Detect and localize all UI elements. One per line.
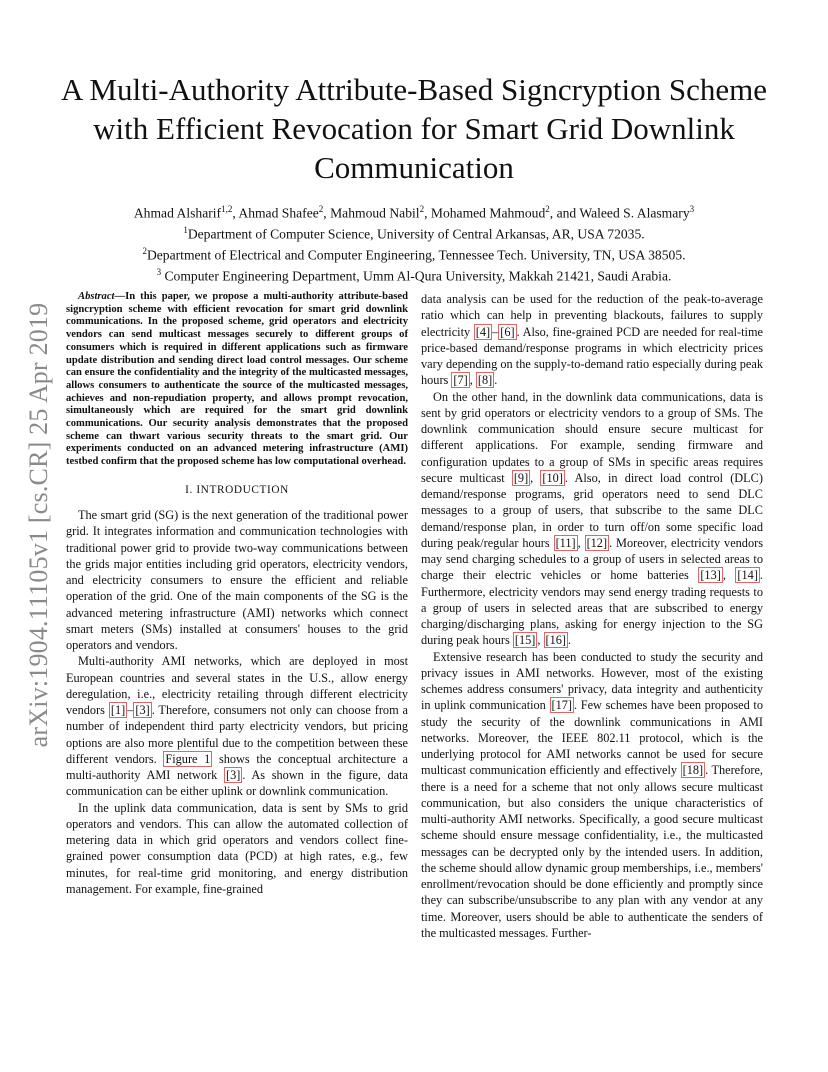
arxiv-stamp-text: arXiv:1904.11105v1 [cs.CR] 25 Apr 2019 bbox=[24, 302, 53, 748]
abstract-text: —In this paper, we propose a multi-authority attribute-based signcryption scheme with efficient revocation for smart grid downlink communications. In the proposed scheme, grid operators and electricity vendors can send multicast messages securely to different groups of consumers which is required in different applications such as firmware update distribution and sending direct load control messages. Our scheme can ensure the confidentiality and the integrity of the multicasted messages, allows consumers to authenticate the source of the multicasted messages, achieves and non-repudiation property, and allows prompt revocation, simultaneously which are required for the smart grid downlink communications. Our security analysis demonstrates that the proposed scheme can thwart various security threats to the smart grid. Our experiments conducted on an advanced metering infrastructure (AMI) testbed confirm that the proposed scheme has low computational overhead. bbox=[66, 291, 408, 468]
arxiv-stamp bbox=[22, 285, 56, 765]
citation-link[interactable]: [15] bbox=[514, 633, 536, 648]
affiliation-1: $^1$Department of Computer Science, University of Central Arkansas, AR, USA 72035. bbox=[183, 225, 645, 242]
abstract bbox=[66, 291, 408, 469]
right-column bbox=[421, 291, 763, 941]
citation-link[interactable]: [14] bbox=[737, 568, 758, 583]
citation-link[interactable]: [13] bbox=[700, 568, 721, 583]
author-block bbox=[60, 201, 768, 285]
citation-link[interactable]: [7] bbox=[453, 373, 468, 388]
abstract-label: Abstract bbox=[78, 291, 115, 302]
right-paragraph-2: On the other hand, in the downlink data communications, data is sent by grid operators or electricity vendors to a group of SMs. The downlink communication should ensure secure multicast for different applications. For example, sending firmware and configuration updates to a group of SMs in specific areas requires secure multicast [9] , [10] . Also, in direct load control (DLC) demand/response programs, grid operators need to send DLC messages to a group of users, that subscribe to the same DLC demand/response plan, in order to turn off/on some specific load during peak/regular hours [11] , [12] . Moreover, electricity vendors may send charging schedules to a group of users in selected areas to charge their electric vehicles or home batteries [13] , [14] . Furthermore, electricity vendors may send energy trading requests to a group of users in selected areas that are subscribed to energy charging/discharging plans, asking for energy injection to the SG during peak hours [15] , [16] . bbox=[421, 389, 763, 648]
citation-link[interactable]: [3] bbox=[225, 768, 241, 783]
left-paragraph-2: Multi-authority AMI networks, which are deployed in most European countries and several states in the U.S., allow energy deregulation, i.e., electricity retailing through different electricity vendors [1] – [3] . Therefore, consumers not only can choose from a number of independent third party electricity vendors, but pricing options are also more plentiful due to the competition between these different vendors. Figure 1 shows the conceptual architecture a multi-authority AMI network [3] . As shown in the figure, data communication can be either uplink or downlink communication. bbox=[66, 654, 409, 799]
citation-link[interactable]: [6] bbox=[500, 324, 515, 339]
left-paragraph-3: In the uplink data communication, data is sent by SMs to grid operators and vendors. This can allow the automated collection of metering data in which grid operators and vendors collect fine-grained power consumption data (PCD) at high rates, e.g., few minutes, for real-time grid monitoring, and energy distribution management. For example, fine-grained bbox=[66, 800, 408, 896]
citation-link[interactable]: [12] bbox=[586, 535, 608, 550]
citation-link[interactable]: [9] bbox=[513, 470, 529, 485]
author-line: Ahmad Alsharif$^{1,2}$, Ahmad Shafee$^2$, Mahmoud Nabil$^2$, Mohamed Mahmoud$^2$, and Waleed S. Alasmary$^3$ bbox=[133, 204, 695, 221]
citation-link[interactable]: [3] bbox=[135, 703, 150, 718]
figure-reference-link[interactable]: Figure 1 bbox=[165, 751, 211, 766]
right-paragraph-3: Extensive research has been conducted to study the security and privacy issues in AMI networks. However, most of the existing schemes address consumers' privacy, data integrity and authenticity in uplink communication [17] . Few schemes have been proposed to study the security of the downlink communications in AMI networks. Moreover, the IEEE 802.11 protocol, which is the underlying protocol for AMI networks cannot be used for secure multicast communication efficiently and effectively [18] . Therefore, there is a need for a scheme that not only allows secure multicast communication, but also considers the unique characteristics of multi-authority AMI networks. Specifically, a good secure multicast scheme should ensure message confidentiality, i.e., the multicasted messages can be decrypted only by the intended users. In addition, the scheme should allow dynamic group memberships, i.e., members' enrollment/revocation should be done efficiently and promptly since they can subscribe/unsubscribe to any plan with any vendor at any time. Moreover, users should be able to authenticate the senders of the multicasted messages. Further- bbox=[421, 649, 764, 940]
affiliation-2: $^2$Department of Electrical and Computer Engineering, Tennessee Tech. University, TN, USA 38505. bbox=[142, 246, 686, 263]
right-paragraph-1: data analysis can be used for the reduction of the peak-to-average ratio which can help in preventing blackouts, failures to supply electricity [4] – [6] . Also, fine-grained PCD are needed for real-time price-based demand/response programs in which electricity prices vary depending on the supply-to-demand ratio especially during peak hours [7] , [8] . bbox=[421, 292, 763, 388]
citation-link[interactable]: [8] bbox=[477, 373, 493, 388]
paper-title: A Multi-Authority Attribute-Based Signcryption Scheme with Efficient Revocation for Smart Grid Downlink Communication bbox=[60, 72, 768, 185]
left-paragraph-1: The smart grid (SG) is the next generation of the traditional power grid. It integrates information and communication technologies with traditional power grid to provide two-way communications between the grids major entities including grid operators, electricity vendors, and electricity consumers to ensure the efficient and reliable operation of the grid. One of the main components of the SG is the advanced metering infrastructure (AMI) networks which connect smart meters (SMs) installed at consumers' houses to the grid operators and vendors. bbox=[66, 508, 408, 653]
citation-link[interactable]: [18] bbox=[682, 763, 704, 778]
citation-link[interactable]: [16] bbox=[545, 633, 567, 648]
citation-link[interactable]: [1] bbox=[110, 703, 126, 718]
citation-link[interactable]: [17] bbox=[551, 698, 572, 713]
citation-link[interactable]: [11] bbox=[555, 535, 576, 550]
citation-link[interactable]: [10] bbox=[542, 470, 563, 485]
left-column bbox=[66, 291, 408, 897]
citation-link[interactable]: [4] bbox=[475, 324, 491, 339]
affiliation-3: $^3$ Computer Engineering Department, Umm Al-Qura University, Makkah 21421, Saudi Arabia. bbox=[156, 267, 672, 284]
section-heading-introduction: I. INTRODUCTION bbox=[185, 483, 289, 496]
